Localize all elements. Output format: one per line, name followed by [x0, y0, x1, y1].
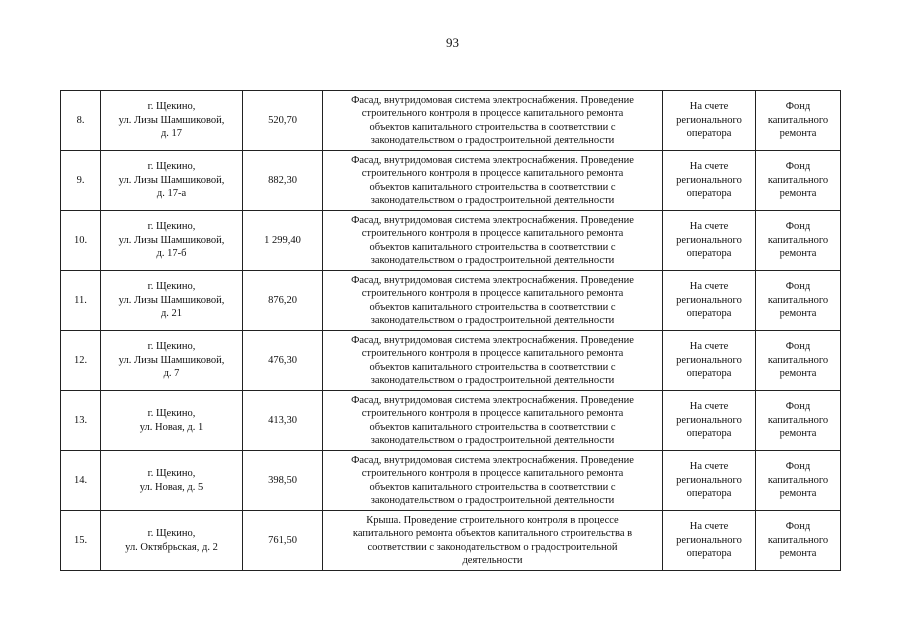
description-cell-line: законодательством о градостроительной деятельности: [370, 315, 615, 326]
funding-source-cell: [756, 511, 841, 571]
row-number: 12.: [61, 331, 101, 391]
funding-source-cell-line: Фонд: [785, 161, 811, 173]
address-cell: [101, 211, 243, 271]
description-cell-line: законодательством о градостроительной деятельности: [370, 435, 615, 446]
funding-source-cell-line: капитального: [767, 534, 829, 546]
address-cell-line: ул. Новая, д. 1: [139, 421, 204, 433]
description-cell-line: Фасад, внутридомовая система электроснабжения. Проведение: [351, 334, 634, 346]
funding-source-cell-line: ремонта: [779, 188, 817, 200]
description-cell: [323, 211, 663, 271]
area-cell: 398,50: [243, 451, 323, 511]
address-cell-line: г. Щекино,: [147, 221, 196, 233]
description-cell-line: объектов капитального строительства в соответствии с: [369, 361, 616, 373]
works-table: [60, 90, 841, 571]
account-cell-line: регионального: [676, 354, 742, 366]
account-cell-line: На счете: [689, 341, 729, 353]
account-cell-line: На счете: [689, 221, 729, 233]
funding-source-cell-line: ремонта: [779, 128, 817, 140]
account-cell: [663, 331, 756, 391]
account-cell-line: оператора: [686, 548, 732, 560]
row-number: 10.: [61, 211, 101, 271]
table-row: [61, 511, 841, 571]
funding-source-cell-line: ремонта: [779, 248, 817, 260]
account-cell-line: регионального: [676, 474, 742, 486]
description-cell-line: объектов капитального строительства в соответствии с: [369, 481, 616, 493]
funding-source-cell: [756, 391, 841, 451]
account-cell-line: На счете: [689, 461, 729, 473]
description-cell-line: объектов капитального строительства в соответствии с: [369, 421, 616, 433]
address-cell: [101, 331, 243, 391]
area-cell: 476,30: [243, 331, 323, 391]
funding-source-cell-line: Фонд: [785, 401, 811, 413]
description-cell: [323, 91, 663, 151]
account-cell-line: оператора: [686, 128, 732, 140]
address-cell-line: ул. Лизы Шамшиковой,: [118, 354, 225, 366]
funding-source-cell: [756, 331, 841, 391]
account-cell-line: оператора: [686, 248, 732, 260]
description-cell-line: строительного контроля в процессе капитального ремонта: [361, 228, 624, 239]
address-cell-line: ул. Лизы Шамшиковой,: [118, 234, 225, 246]
account-cell-line: регионального: [676, 414, 742, 426]
address-cell-line: ул. Октябрьская, д. 2: [125, 541, 218, 553]
account-cell-line: оператора: [686, 368, 732, 380]
account-cell: [663, 391, 756, 451]
funding-source-cell-line: капитального: [767, 114, 829, 126]
description-cell-line: строительного контроля в процессе капитального ремонта: [361, 108, 624, 119]
address-cell-line: ул. Лизы Шамшиковой,: [118, 114, 225, 126]
funding-source-cell-line: Фонд: [785, 341, 811, 353]
description-cell-line: объектов капитального строительства в соответствии с: [369, 241, 616, 253]
address-cell: [101, 391, 243, 451]
address-cell-line: д. 17-б: [156, 248, 187, 260]
account-cell-line: регионального: [676, 534, 742, 546]
row-number: 14.: [61, 451, 101, 511]
description-cell-line: законодательством о градостроительной деятельности: [370, 195, 615, 206]
description-cell-line: Фасад, внутридомовая система электроснабжения. Проведение: [351, 154, 634, 166]
description-cell-line: объектов капитального строительства в соответствии с: [369, 181, 616, 193]
funding-source-cell: [756, 211, 841, 271]
area-cell: 1 299,40: [243, 211, 323, 271]
area-cell: 882,30: [243, 151, 323, 211]
address-cell-line: г. Щекино,: [147, 101, 196, 113]
address-cell: [101, 271, 243, 331]
description-cell-line: строительного контроля в процессе капитального ремонта: [361, 468, 624, 479]
description-cell: [323, 451, 663, 511]
address-cell-line: г. Щекино,: [147, 161, 196, 173]
table-row: [61, 271, 841, 331]
address-cell-line: г. Щекино,: [147, 341, 196, 353]
account-cell: [663, 511, 756, 571]
description-cell-line: Крыша. Проведение строительного контроля в процессе: [366, 514, 619, 526]
description-cell-line: законодательством о градостроительной деятельности: [370, 135, 615, 146]
table-row: [61, 211, 841, 271]
funding-source-cell: [756, 451, 841, 511]
area-cell: 413,30: [243, 391, 323, 451]
account-cell-line: оператора: [686, 308, 732, 320]
account-cell-line: регионального: [676, 294, 742, 306]
description-cell-line: Фасад, внутридомовая система электроснабжения. Проведение: [351, 214, 634, 226]
account-cell: [663, 151, 756, 211]
funding-source-cell: [756, 91, 841, 151]
account-cell: [663, 211, 756, 271]
address-cell: [101, 511, 243, 571]
address-cell-line: д. 21: [160, 308, 183, 320]
table-row: [61, 451, 841, 511]
account-cell-line: На счете: [689, 101, 729, 113]
funding-source-cell-line: ремонта: [779, 308, 817, 320]
account-cell-line: регионального: [676, 234, 742, 246]
description-cell-line: законодательством о градостроительной деятельности: [370, 495, 615, 506]
funding-source-cell: [756, 271, 841, 331]
description-cell-line: Фасад, внутридомовая система электроснабжения. Проведение: [351, 94, 634, 106]
address-cell-line: г. Щекино,: [147, 468, 196, 479]
funding-source-cell-line: капитального: [767, 294, 829, 306]
page-number: 93: [446, 35, 459, 50]
funding-source-cell-line: капитального: [767, 414, 829, 426]
address-cell-line: г. Щекино,: [147, 408, 196, 419]
area-cell: 520,70: [243, 91, 323, 151]
address-cell-line: г. Щекино,: [147, 528, 196, 539]
address-cell-line: д. 17-а: [156, 188, 187, 200]
description-cell-line: Фасад, внутридомовая система электроснабжения. Проведение: [351, 274, 634, 286]
table-row: [61, 91, 841, 151]
table-body: [61, 91, 841, 571]
address-cell-line: ул. Лизы Шамшиковой,: [118, 174, 225, 186]
funding-source-cell-line: Фонд: [785, 221, 811, 233]
funding-source-cell-line: Фонд: [785, 521, 811, 533]
description-cell: [323, 391, 663, 451]
row-number: 8.: [61, 91, 101, 151]
area-cell: 761,50: [243, 511, 323, 571]
funding-source-cell: [756, 151, 841, 211]
funding-source-cell-line: капитального: [767, 234, 829, 246]
area-cell: 876,20: [243, 271, 323, 331]
description-cell-line: Фасад, внутридомовая система электроснабжения. Проведение: [351, 454, 634, 466]
row-number: 11.: [61, 271, 101, 331]
table-row: [61, 331, 841, 391]
account-cell-line: На счете: [689, 521, 729, 533]
table-row: [61, 151, 841, 211]
address-cell-line: ул. Новая, д. 5: [139, 481, 204, 493]
description-cell-line: соответствии с законодательством о градостроительной: [367, 541, 618, 553]
description-cell-line: деятельности: [462, 555, 523, 566]
funding-source-cell-line: ремонта: [779, 548, 817, 560]
account-cell-line: На счете: [689, 401, 729, 413]
funding-source-cell-line: Фонд: [785, 461, 811, 473]
address-cell: [101, 91, 243, 151]
description-cell-line: законодательством о градостроительной деятельности: [370, 375, 615, 386]
account-cell-line: оператора: [686, 188, 732, 200]
row-number: 9.: [61, 151, 101, 211]
account-cell: [663, 451, 756, 511]
address-cell-line: г. Щекино,: [147, 281, 196, 293]
funding-source-cell-line: ремонта: [779, 488, 817, 500]
description-cell-line: строительного контроля в процессе капитального ремонта: [361, 288, 624, 299]
funding-source-cell-line: Фонд: [785, 101, 811, 113]
account-cell-line: регионального: [676, 114, 742, 126]
account-cell: [663, 91, 756, 151]
account-cell: [663, 271, 756, 331]
table-row: [61, 391, 841, 451]
funding-source-cell-line: капитального: [767, 174, 829, 186]
address-cell-line: ул. Лизы Шамшиковой,: [118, 294, 225, 306]
address-cell-line: д. 7: [163, 368, 180, 380]
description-cell: [323, 331, 663, 391]
account-cell-line: регионального: [676, 174, 742, 186]
description-cell-line: строительного контроля в процессе капитального ремонта: [361, 408, 624, 419]
funding-source-cell-line: капитального: [767, 354, 829, 366]
funding-source-cell-line: Фонд: [785, 281, 811, 293]
row-number: 15.: [61, 511, 101, 571]
description-cell-line: Фасад, внутридомовая система электроснабжения. Проведение: [351, 394, 634, 406]
description-cell-line: законодательством о градостроительной деятельности: [370, 255, 615, 266]
description-cell: [323, 271, 663, 331]
description-cell-line: строительного контроля в процессе капитального ремонта: [361, 168, 624, 179]
address-cell: [101, 451, 243, 511]
account-cell-line: На счете: [689, 161, 729, 173]
funding-source-cell-line: ремонта: [779, 368, 817, 380]
account-cell-line: оператора: [686, 428, 732, 440]
account-cell-line: На счете: [689, 281, 729, 293]
description-cell-line: капитального ремонта объектов капитального строительства в: [352, 528, 633, 539]
account-cell-line: оператора: [686, 488, 732, 500]
address-cell: [101, 151, 243, 211]
row-number: 13.: [61, 391, 101, 451]
description-cell-line: строительного контроля в процессе капитального ремонта: [361, 348, 624, 359]
address-cell-line: д. 17: [160, 128, 183, 140]
description-cell-line: объектов капитального строительства в соответствии с: [369, 301, 616, 313]
funding-source-cell-line: капитального: [767, 474, 829, 486]
description-cell: [323, 511, 663, 571]
description-cell: [323, 151, 663, 211]
funding-source-cell-line: ремонта: [779, 428, 817, 440]
description-cell-line: объектов капитального строительства в соответствии с: [369, 121, 616, 133]
